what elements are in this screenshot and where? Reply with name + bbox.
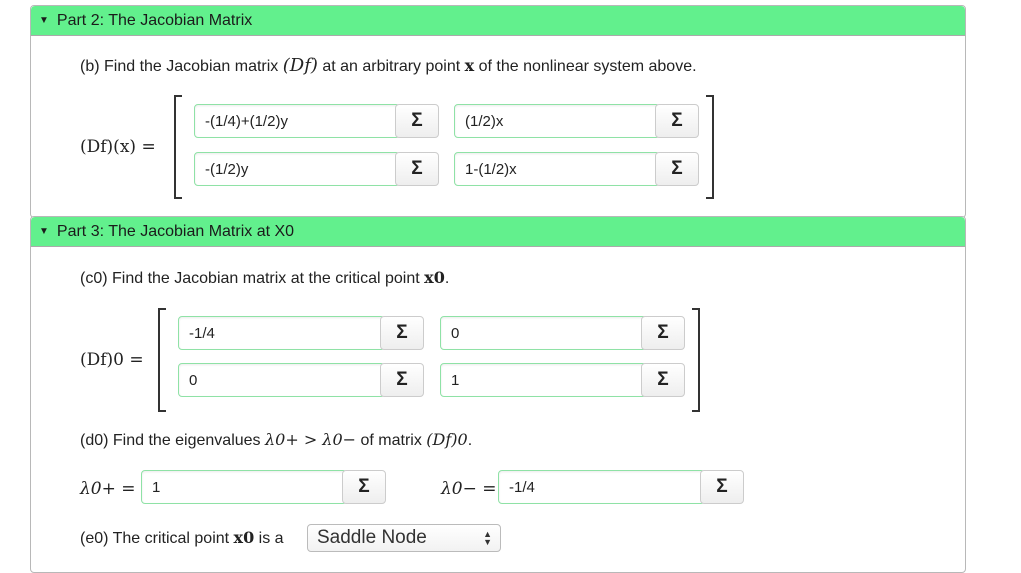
sigma-button[interactable]: Σ — [395, 104, 439, 138]
df-symbol: (Df) — [282, 55, 318, 76]
left-bracket — [174, 95, 182, 199]
collapse-triangle-icon[interactable]: ▼ — [39, 15, 49, 26]
e0-question: (e0) The critical point x0 is a — [80, 528, 284, 547]
right-bracket — [706, 95, 714, 199]
sigma-button[interactable]: Σ — [342, 470, 386, 504]
eigenvalue-inequality: λ0+ > λ0− — [265, 430, 357, 449]
sigma-button[interactable]: Σ — [655, 104, 699, 138]
x-symbol: x — [464, 56, 475, 75]
right-bracket — [692, 308, 700, 412]
part2-title: Part 2: The Jacobian Matrix — [56, 11, 253, 29]
collapse-triangle-icon[interactable]: ▼ — [39, 226, 49, 237]
c0-question: (c0) Find the Jacobian matrix at the critical point x0. — [80, 268, 450, 287]
critical-point-type-select[interactable] — [307, 524, 501, 552]
sigma-button[interactable]: Σ — [380, 363, 424, 397]
jacobian-x0-entry-11[interactable]: -1/4 — [178, 316, 385, 350]
sigma-button[interactable]: Σ — [395, 152, 439, 186]
jacobian-x0-entry-22[interactable]: 1 — [440, 363, 647, 397]
lambda-plus-input[interactable]: 1 — [141, 470, 347, 504]
up-down-arrows-icon: ▲ ▼ — [483, 529, 492, 547]
d0-question: (d0) Find the eigenvalues λ0+ > λ0− of matrix (Df)0. — [80, 430, 473, 449]
df0-symbol: (Df)0 — [426, 430, 468, 449]
part3-header[interactable] — [31, 217, 965, 247]
matrix-label-df-x: (Df)(x) = — [80, 137, 156, 157]
jacobian-entry-21[interactable]: -(1/2)y — [194, 152, 400, 186]
lambda-plus-label: λ0+ = — [80, 479, 136, 499]
left-bracket — [158, 308, 166, 412]
sigma-button[interactable]: Σ — [380, 316, 424, 350]
jacobian-entry-12[interactable]: (1/2)x — [454, 104, 660, 138]
sigma-button[interactable]: Σ — [700, 470, 744, 504]
sigma-button[interactable]: Σ — [641, 363, 685, 397]
jacobian-entry-22[interactable]: 1-(1/2)x — [454, 152, 660, 186]
select-value: Saddle Node — [317, 527, 427, 548]
sigma-button[interactable]: Σ — [641, 316, 685, 350]
x0-symbol: x0 — [233, 528, 255, 547]
part3-title: Part 3: The Jacobian Matrix at X0 — [56, 222, 295, 240]
jacobian-x0-entry-12[interactable]: 0 — [440, 316, 647, 350]
jacobian-x0-entry-21[interactable]: 0 — [178, 363, 385, 397]
sigma-button[interactable]: Σ — [655, 152, 699, 186]
lambda-minus-label: λ0− = — [441, 479, 497, 499]
part2-header[interactable] — [31, 6, 965, 36]
jacobian-entry-11[interactable]: -(1/4)+(1/2)y — [194, 104, 400, 138]
lambda-minus-input[interactable]: -1/4 — [498, 470, 705, 504]
x0-symbol: x0 — [424, 268, 445, 287]
part2-question: (b) Find the Jacobian matrix (Df) at an arbitrary point x of the nonlinear system above. — [80, 55, 697, 76]
matrix-label-df0: (Df)0 = — [80, 350, 144, 370]
